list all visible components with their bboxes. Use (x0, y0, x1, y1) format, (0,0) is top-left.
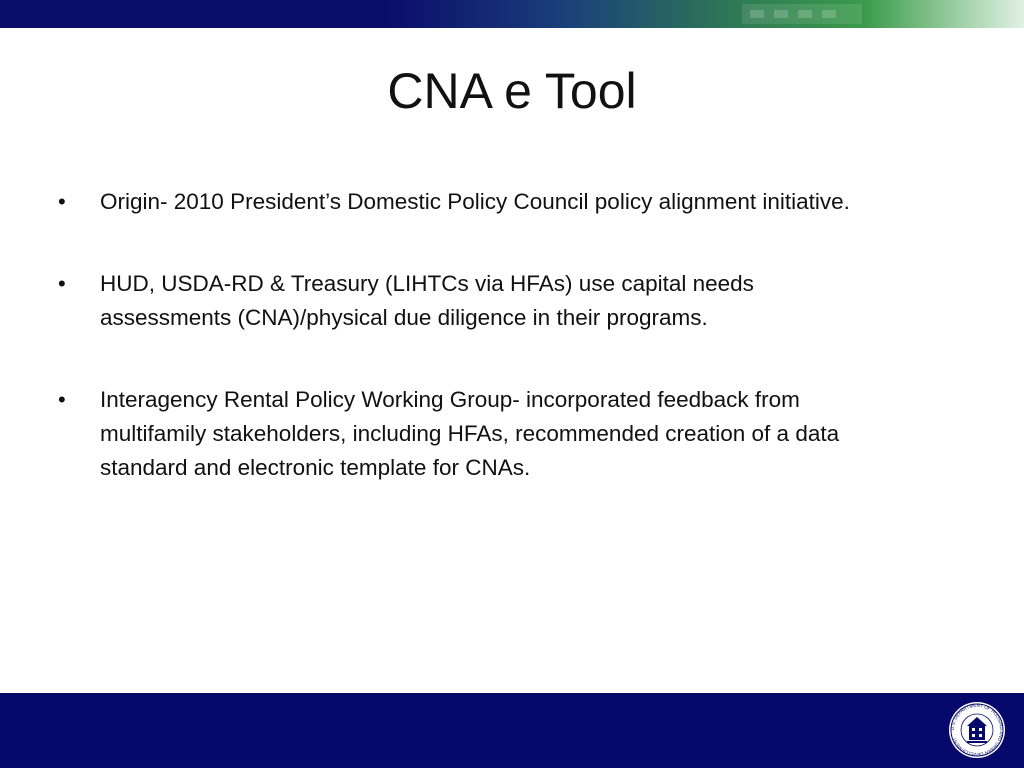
bullet-list (58, 185, 858, 533)
header-bar (0, 0, 1024, 28)
bullet-icon: • (58, 387, 66, 412)
header-decoration-mark (798, 10, 812, 18)
bullet-text: Interagency Rental Policy Working Group- incorporated feedback from multifamily stakeholders, including HFAs, recommended creation of a data standard and electronic template for CNAs. (100, 387, 840, 480)
header-decoration-mark (822, 10, 836, 18)
bullet-text: Origin- 2010 President’s Domestic Policy Council policy alignment initiative. (100, 189, 850, 214)
hud-seal-icon (948, 701, 1006, 759)
header-decoration-mark (750, 10, 764, 18)
header-fade (864, 0, 1024, 28)
seal-text: U.S. DEPARTMENT OF HOUSING AND URBAN DEVELOPMENT (949, 702, 1005, 758)
bullet-item (58, 267, 858, 335)
bullet-item (58, 185, 858, 219)
footer-bar (0, 693, 1024, 768)
header-decoration-mark (774, 10, 788, 18)
slide-title: CNA e Tool (387, 63, 637, 119)
bullet-text: HUD, USDA-RD & Treasury (LIHTCs via HFAs) use capital needs assessments (CNA)/physical due diligence in their programs. (100, 271, 754, 330)
bullet-icon: • (58, 189, 66, 214)
bullet-icon: • (58, 271, 66, 296)
header-decoration (742, 4, 862, 24)
bullet-item (58, 383, 858, 485)
